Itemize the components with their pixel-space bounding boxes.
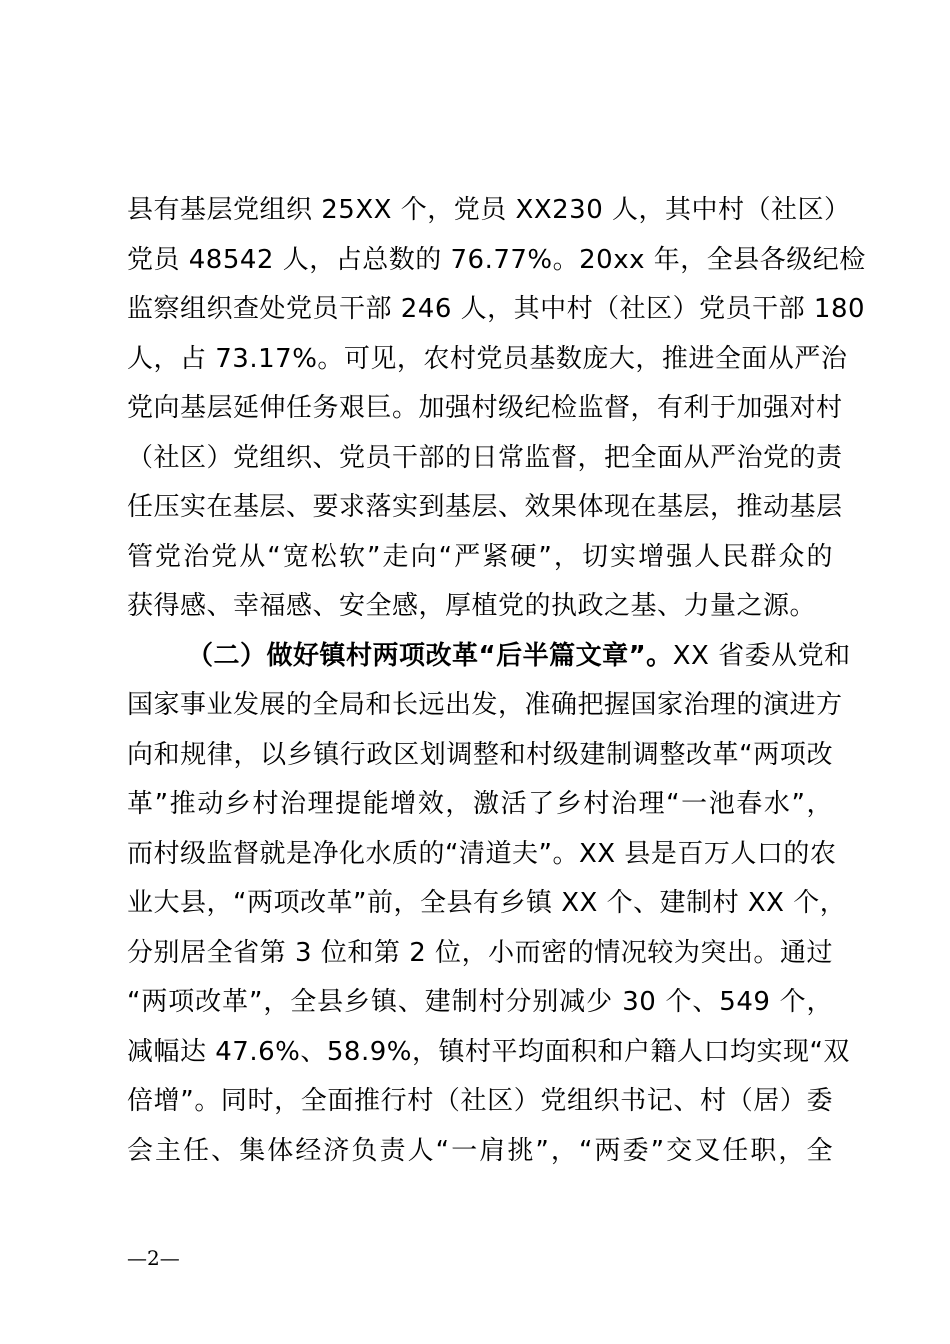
text-line: 分别居全省第 3 位和第 2 位，小而密的情况较为突出。通过 (127, 937, 833, 968)
text-line: 减幅达 47.6%、58.9%，镇村平均面积和户籍人口均实现“双 (127, 1036, 850, 1067)
paragraph-2 (127, 632, 851, 1177)
text-line: “两项改革”，全县乡镇、建制村分别减少 30 个、549 个， (127, 987, 833, 1017)
text-line: 革”推动乡村治理提能增效，激活了乡村治理“一池春水”， (127, 789, 833, 819)
paragraph-1 (127, 186, 866, 632)
document-body (127, 186, 866, 1176)
text-line: （社区）党组织、党员干部的日常监督，把全面从严治党的责 (127, 442, 843, 473)
text-line: 倍增”。同时，全面推行村（社区）党组织书记、村（居）委 (127, 1086, 833, 1116)
text-line: 会主任、集体经济负责人“一肩挑”，“两委”交叉任职，全 (127, 1135, 833, 1166)
text-line: 业大县，“两项改革”前，全县有乡镇 XX 个、建制村 XX 个， (127, 888, 847, 918)
text-line: 国家事业发展的全局和长远出发，准确把握国家治理的演进方 (127, 690, 843, 720)
heading-line-rest: XX 省委从党和 (672, 640, 851, 671)
text-line: 监察组织查处党员干部 246 人，其中村（社区）党员干部 180 (127, 294, 866, 324)
text-line: 任压实在基层、要求落实到基层、效果体现在基层，推动基层 (127, 492, 843, 522)
text-line: 县有基层党组织 25XX 个，党员 XX230 人，其中村（社区） (127, 195, 851, 225)
text-line: 管党治党从“宽松软”走向“严紧硬”，切实增强人民群众的 (127, 541, 833, 572)
page-number: —2— (127, 1246, 180, 1270)
text-line: 党向基层延伸任务艰巨。加强村级纪检监督，有利于加强对村 (127, 393, 843, 423)
text-line: 获得感、幸福感、安全感，厚植党的执政之基、力量之源。 (127, 591, 817, 621)
text-line: 党员 48542 人，占总数的 76.77%。20xx 年，全县各级纪检 (127, 244, 866, 275)
text-line: 而村级监督就是净化水质的“清道夫”。XX 县是百万人口的农 (127, 838, 837, 869)
text-line-heading (127, 632, 851, 682)
text-line: 向和规律，以乡镇行政区划调整和村级建制调整改革“两项改 (127, 739, 833, 770)
section-heading: （二）做好镇村两项改革“后半篇文章”。 (187, 640, 673, 671)
text-line: 人，占 73.17%。可见，农村党员基数庞大，推进全面从严治 (127, 343, 848, 374)
